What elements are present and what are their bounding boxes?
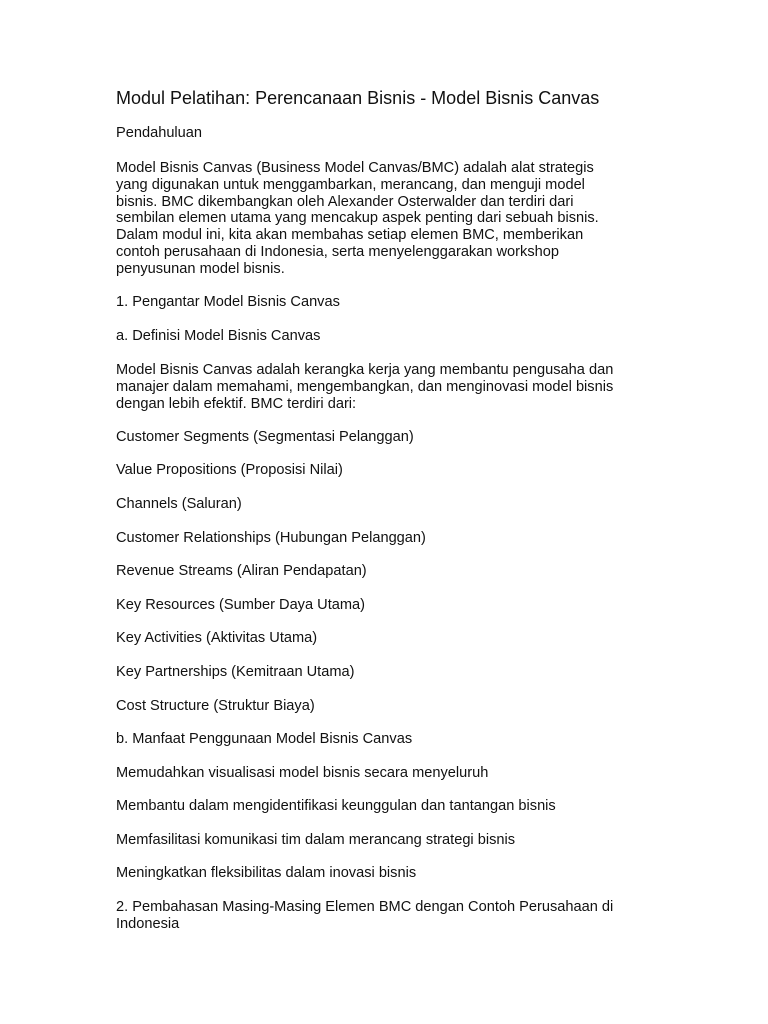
bmc-element-item: Key Activities (Aktivitas Utama) bbox=[116, 630, 318, 646]
bmc-element-item: Key Resources (Sumber Daya Utama) bbox=[116, 597, 365, 613]
intro-paragraph-line: sembilan elemen utama yang mencakup aspek penting dari sebuah bisnis. bbox=[116, 210, 599, 226]
bmc-element-item: Key Partnerships (Kemitraan Utama) bbox=[116, 664, 355, 680]
section-2-heading-line: 2. Pembahasan Masing-Masing Elemen BMC dengan Contoh Perusahaan di bbox=[116, 899, 614, 915]
benefit-item: Memfasilitasi komunikasi tim dalam merancang strategi bisnis bbox=[116, 832, 516, 848]
bmc-element-item: Revenue Streams (Aliran Pendapatan) bbox=[116, 563, 367, 579]
benefit-item: Meningkatkan fleksibilitas dalam inovasi bisnis bbox=[116, 865, 417, 881]
bmc-element-item: Cost Structure (Struktur Biaya) bbox=[116, 698, 315, 714]
section-2-heading-line: Indonesia bbox=[116, 916, 180, 932]
subsection-b-heading: b. Manfaat Penggunaan Model Bisnis Canvas bbox=[116, 731, 413, 747]
intro-paragraph-line: contoh perusahaan di Indonesia, serta menyelenggarakan workshop bbox=[116, 244, 559, 260]
bmc-element-item: Value Propositions (Proposisi Nilai) bbox=[116, 462, 343, 478]
definition-paragraph-line: dengan lebih efektif. BMC terdiri dari: bbox=[116, 396, 357, 412]
intro-paragraph-line: yang digunakan untuk menggambarkan, merancang, dan menguji model bbox=[116, 177, 585, 193]
document-title: Modul Pelatihan: Perencanaan Bisnis - Model Bisnis Canvas bbox=[116, 88, 600, 108]
intro-paragraph-line: Model Bisnis Canvas (Business Model Canvas/BMC) adalah alat strategis bbox=[116, 160, 594, 176]
benefit-item: Membantu dalam mengidentifikasi keunggulan dan tantangan bisnis bbox=[116, 798, 556, 814]
definition-paragraph-line: Model Bisnis Canvas adalah kerangka kerja yang membantu pengusaha dan bbox=[116, 362, 614, 378]
intro-heading: Pendahuluan bbox=[116, 125, 203, 141]
subsection-a-heading: a. Definisi Model Bisnis Canvas bbox=[116, 328, 321, 344]
bmc-element-item: Channels (Saluran) bbox=[116, 496, 242, 512]
intro-paragraph-line: penyusunan model bisnis. bbox=[116, 261, 285, 277]
section-1-heading: 1. Pengantar Model Bisnis Canvas bbox=[116, 294, 340, 310]
definition-paragraph-line: manajer dalam memahami, mengembangkan, dan menginovasi model bisnis bbox=[116, 379, 614, 395]
intro-paragraph-line: Dalam modul ini, kita akan membahas setiap elemen BMC, memberikan bbox=[116, 227, 584, 243]
bmc-element-item: Customer Segments (Segmentasi Pelanggan) bbox=[116, 429, 414, 445]
intro-paragraph-line: bisnis. BMC dikembangkan oleh Alexander Osterwalder dan terdiri dari bbox=[116, 194, 574, 210]
bmc-element-item: Customer Relationships (Hubungan Pelanggan) bbox=[116, 530, 426, 546]
benefit-item: Memudahkan visualisasi model bisnis secara menyeluruh bbox=[116, 765, 489, 781]
